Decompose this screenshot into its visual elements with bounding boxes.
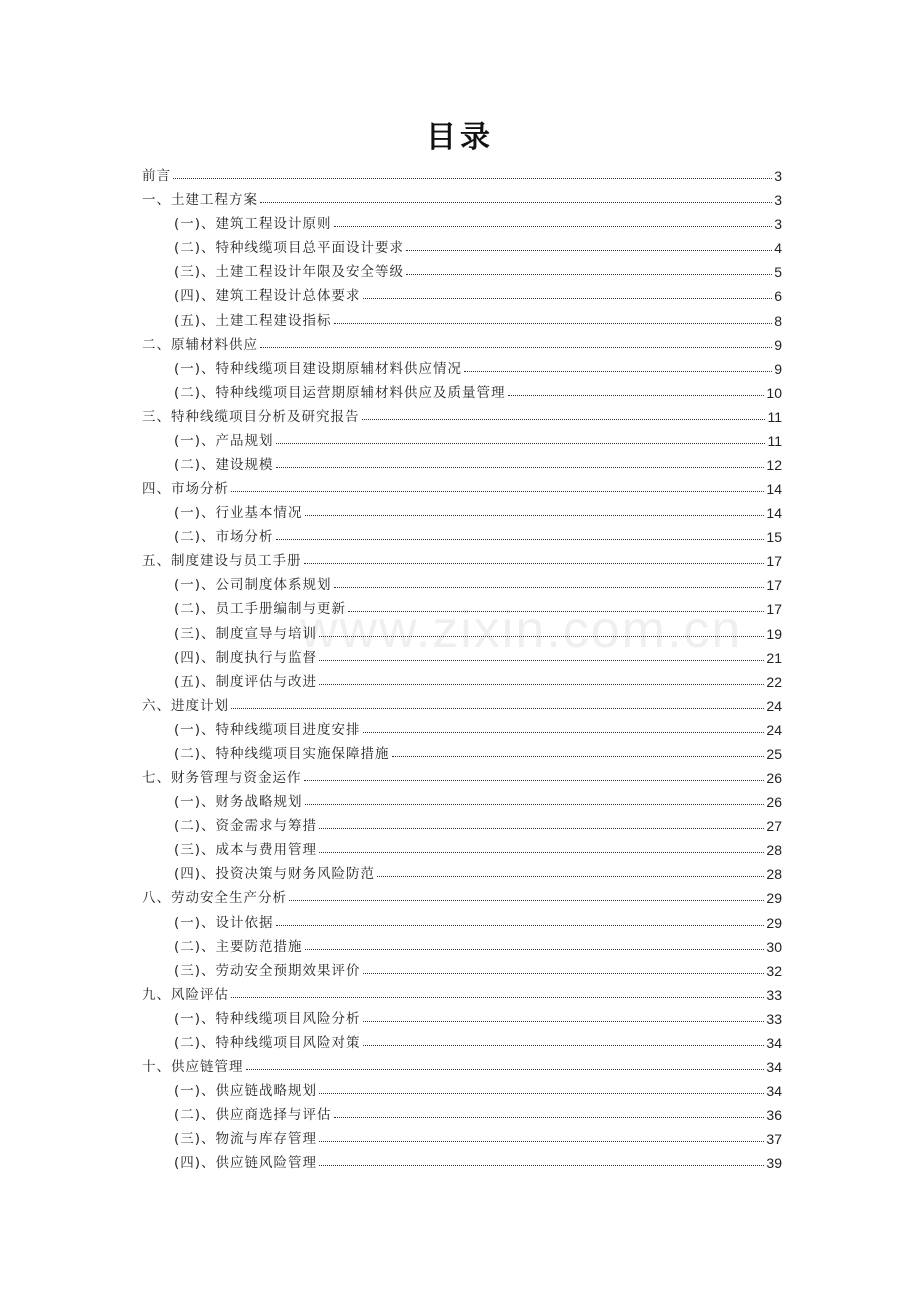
toc-entry[interactable]: [142, 304, 782, 328]
toc-entry-title: (三)、土建工程设计年限及安全等级: [174, 264, 405, 281]
toc-entry[interactable]: [142, 256, 782, 280]
toc-page-number: 3: [774, 192, 782, 209]
toc-entry[interactable]: [142, 425, 782, 449]
toc-dot-leader: [231, 491, 764, 492]
toc-entry-title: (一)、特种线缆项目进度安排: [174, 721, 361, 738]
toc-entry[interactable]: [142, 858, 782, 882]
toc-dot-leader: [246, 1069, 765, 1070]
toc-page-number: 24: [766, 697, 782, 714]
toc-dot-leader: [319, 1165, 764, 1166]
toc-dot-leader: [363, 1021, 765, 1022]
toc-dot-leader: [363, 1045, 765, 1046]
toc-entry-title: (一)、特种线缆项目建设期原辅材料供应情况: [174, 360, 463, 377]
toc-dot-leader: [348, 611, 764, 612]
toc-page-number: 22: [766, 673, 782, 690]
toc-entry-title: (五)、制度评估与改进: [174, 673, 318, 690]
toc-page-number: 28: [766, 866, 782, 883]
toc-page-number: 34: [766, 1058, 782, 1075]
toc-dot-leader: [377, 876, 764, 877]
toc-page-number: 28: [766, 842, 782, 859]
toc-dot-leader: [334, 1117, 765, 1118]
toc-entry-title: (一)、特种线缆项目风险分析: [174, 1010, 361, 1027]
toc-page-number: 30: [766, 938, 782, 955]
toc-dot-leader: [304, 563, 765, 564]
toc-entry[interactable]: [142, 1099, 782, 1123]
toc-entry-title: 十、供应链管理: [142, 1058, 244, 1075]
toc-dot-leader: [319, 828, 764, 829]
toc-entry-title: (二)、特种线缆项目实施保障措施: [174, 745, 390, 762]
toc-entry-title: (三)、成本与费用管理: [174, 842, 318, 859]
toc-dot-leader: [319, 1141, 764, 1142]
watermark: www.zixin.com.cn: [300, 601, 743, 659]
toc-entry[interactable]: [142, 882, 782, 906]
toc-page-number: 29: [766, 890, 782, 907]
toc-entry-title: (一)、设计依据: [174, 914, 274, 931]
toc-entry[interactable]: [142, 497, 782, 521]
page-title: 目录: [426, 120, 494, 155]
toc-dot-leader: [319, 1093, 764, 1094]
toc-entry-title: (一)、公司制度体系规划: [174, 577, 332, 594]
toc-page-number: 3: [774, 216, 782, 233]
toc-entry-title: (三)、制度宣导与培训: [174, 625, 318, 642]
toc-entry[interactable]: [142, 738, 782, 762]
toc-entry-title: 三、特种线缆项目分析及研究报告: [142, 408, 360, 425]
toc-entry-title: (四)、建筑工程设计总体要求: [174, 288, 361, 305]
toc-entry[interactable]: [142, 1147, 782, 1171]
toc-page-number: 17: [766, 577, 782, 594]
toc-entry[interactable]: [142, 666, 782, 690]
toc-page-number: 5: [774, 264, 782, 281]
toc-entry-title: (四)、投资决策与财务风险防范: [174, 866, 376, 883]
toc-page-number: 6: [774, 288, 782, 305]
toc-entry[interactable]: [142, 906, 782, 930]
toc-page-number: 15: [766, 529, 782, 546]
toc-dot-leader: [363, 298, 773, 299]
toc-dot-leader: [276, 443, 766, 444]
toc-entry[interactable]: [142, 184, 782, 208]
toc-entry-title: 六、进度计划: [142, 697, 229, 714]
toc-entry[interactable]: [142, 401, 782, 425]
toc-entry-title: (一)、财务战略规划: [174, 794, 303, 811]
toc-dot-leader: [508, 395, 765, 396]
toc-dot-leader: [276, 467, 765, 468]
toc-entry-title: (二)、特种线缆项目运营期原辅材料供应及质量管理: [174, 384, 506, 401]
toc-page-number: 21: [766, 649, 782, 666]
toc-entry[interactable]: [142, 1123, 782, 1147]
toc-dot-leader: [276, 925, 765, 926]
toc-dot-leader: [231, 708, 764, 709]
toc-entry-title: (一)、行业基本情况: [174, 505, 303, 522]
toc-dot-leader: [334, 587, 765, 588]
toc-entry-title: 四、市场分析: [142, 481, 229, 498]
toc-page-number: 24: [766, 721, 782, 738]
toc-dot-leader: [334, 323, 773, 324]
toc-entry-title: (四)、制度执行与监督: [174, 649, 318, 666]
toc-entry[interactable]: [142, 1027, 782, 1051]
toc-page-number: 17: [766, 601, 782, 618]
toc-entry[interactable]: [142, 208, 782, 232]
toc-entry-title: 九、风险评估: [142, 986, 229, 1003]
toc-dot-leader: [319, 636, 764, 637]
toc-dot-leader: [334, 226, 773, 227]
toc-dot-leader: [305, 949, 765, 950]
toc-entry[interactable]: [142, 1075, 782, 1099]
toc-page-number: 33: [766, 986, 782, 1003]
toc-dot-leader: [319, 852, 764, 853]
toc-dot-leader: [464, 371, 772, 372]
toc-page-number: 26: [766, 770, 782, 787]
toc-entry-title: 五、制度建设与员工手册: [142, 553, 302, 570]
toc-entry[interactable]: [142, 931, 782, 955]
toc-entry[interactable]: [142, 834, 782, 858]
toc-entry-title: (二)、主要防范措施: [174, 938, 303, 955]
toc-dot-leader: [363, 973, 765, 974]
toc-entry[interactable]: [142, 329, 782, 353]
toc-page-number: 17: [766, 553, 782, 570]
toc-page-number: 34: [766, 1083, 782, 1100]
toc-page-number: 3: [774, 168, 782, 185]
toc-entry-title: (一)、供应链战略规划: [174, 1083, 318, 1100]
toc-page-number: 26: [766, 794, 782, 811]
toc-page-number: 12: [766, 457, 782, 474]
toc-entry-title: 一、土建工程方案: [142, 192, 258, 209]
toc-page-number: 8: [774, 312, 782, 329]
toc-dot-leader: [392, 756, 765, 757]
toc-entry-title: (二)、供应商选择与评估: [174, 1107, 332, 1124]
toc-entry[interactable]: [142, 593, 782, 617]
toc-entry-title: (一)、产品规划: [174, 432, 274, 449]
toc-dot-leader: [406, 250, 772, 251]
toc-entry[interactable]: [142, 642, 782, 666]
toc-page-number: 25: [766, 745, 782, 762]
toc-entry-title: 七、财务管理与资金运作: [142, 770, 302, 787]
toc-dot-leader: [231, 997, 764, 998]
toc-page-number: 14: [766, 481, 782, 498]
toc-page-number: 33: [766, 1010, 782, 1027]
toc-entry-title: (二)、资金需求与筹措: [174, 818, 318, 835]
toc-dot-leader: [289, 900, 764, 901]
toc-entry-title: (二)、特种线缆项目风险对策: [174, 1034, 361, 1051]
toc-entry[interactable]: [142, 786, 782, 810]
toc-dot-leader: [319, 684, 764, 685]
toc-page-number: 10: [766, 384, 782, 401]
toc-entry[interactable]: [142, 473, 782, 497]
toc-dot-leader: [406, 274, 772, 275]
toc-entry[interactable]: [142, 377, 782, 401]
toc-entry-title: 前言: [142, 168, 171, 185]
toc-entry[interactable]: [142, 1051, 782, 1075]
toc-entry[interactable]: [142, 160, 782, 184]
toc-entry-title: (二)、特种线缆项目总平面设计要求: [174, 240, 405, 257]
toc-dot-leader: [305, 804, 765, 805]
toc-page-number: 39: [766, 1155, 782, 1172]
toc-entry[interactable]: [142, 762, 782, 786]
toc-page-number: 11: [767, 432, 782, 449]
toc-entry-title: 二、原辅材料供应: [142, 336, 258, 353]
toc-entry-title: (三)、劳动安全预期效果评价: [174, 962, 361, 979]
toc-page-number: 37: [766, 1131, 782, 1148]
toc-entry-title: (二)、市场分析: [174, 529, 274, 546]
toc-entry[interactable]: [142, 690, 782, 714]
toc-entry-title: (二)、建设规模: [174, 457, 274, 474]
toc-entry-title: (一)、建筑工程设计原则: [174, 216, 332, 233]
toc-page-number: 27: [766, 818, 782, 835]
toc-entry[interactable]: [142, 449, 782, 473]
toc-dot-leader: [276, 539, 765, 540]
toc-entry-title: (四)、供应链风险管理: [174, 1155, 318, 1172]
toc-entry[interactable]: [142, 979, 782, 1003]
toc-page-number: 34: [766, 1034, 782, 1051]
toc-entry[interactable]: [142, 955, 782, 979]
toc-page-number: 32: [766, 962, 782, 979]
toc-dot-leader: [362, 419, 766, 420]
table-of-contents: [142, 160, 782, 1171]
toc-entry[interactable]: [142, 714, 782, 738]
toc-dot-leader: [260, 347, 772, 348]
toc-page-number: 9: [774, 336, 782, 353]
toc-entry-title: (二)、员工手册编制与更新: [174, 601, 347, 618]
toc-entry-title: (三)、物流与库存管理: [174, 1131, 318, 1148]
toc-entry[interactable]: [142, 1003, 782, 1027]
toc-dot-leader: [319, 660, 764, 661]
toc-entry[interactable]: [142, 810, 782, 834]
toc-entry-title: (五)、土建工程建设指标: [174, 312, 332, 329]
toc-entry[interactable]: [142, 545, 782, 569]
toc-entry[interactable]: [142, 521, 782, 545]
toc-entry-title: 八、劳动安全生产分析: [142, 890, 287, 907]
toc-page-number: 4: [774, 240, 782, 257]
toc-entry[interactable]: [142, 617, 782, 641]
toc-page-number: 19: [766, 625, 782, 642]
toc-page-number: 14: [766, 505, 782, 522]
toc-page-number: 9: [774, 360, 782, 377]
toc-dot-leader: [260, 202, 772, 203]
toc-page-number: 11: [767, 408, 782, 425]
toc-page-number: 36: [766, 1107, 782, 1124]
toc-entry[interactable]: [142, 280, 782, 304]
toc-entry[interactable]: [142, 232, 782, 256]
toc-dot-leader: [173, 178, 772, 179]
toc-dot-leader: [363, 732, 765, 733]
toc-dot-leader: [305, 515, 765, 516]
toc-dot-leader: [304, 780, 765, 781]
toc-entry[interactable]: [142, 353, 782, 377]
toc-page-number: 29: [766, 914, 782, 931]
toc-entry[interactable]: [142, 569, 782, 593]
